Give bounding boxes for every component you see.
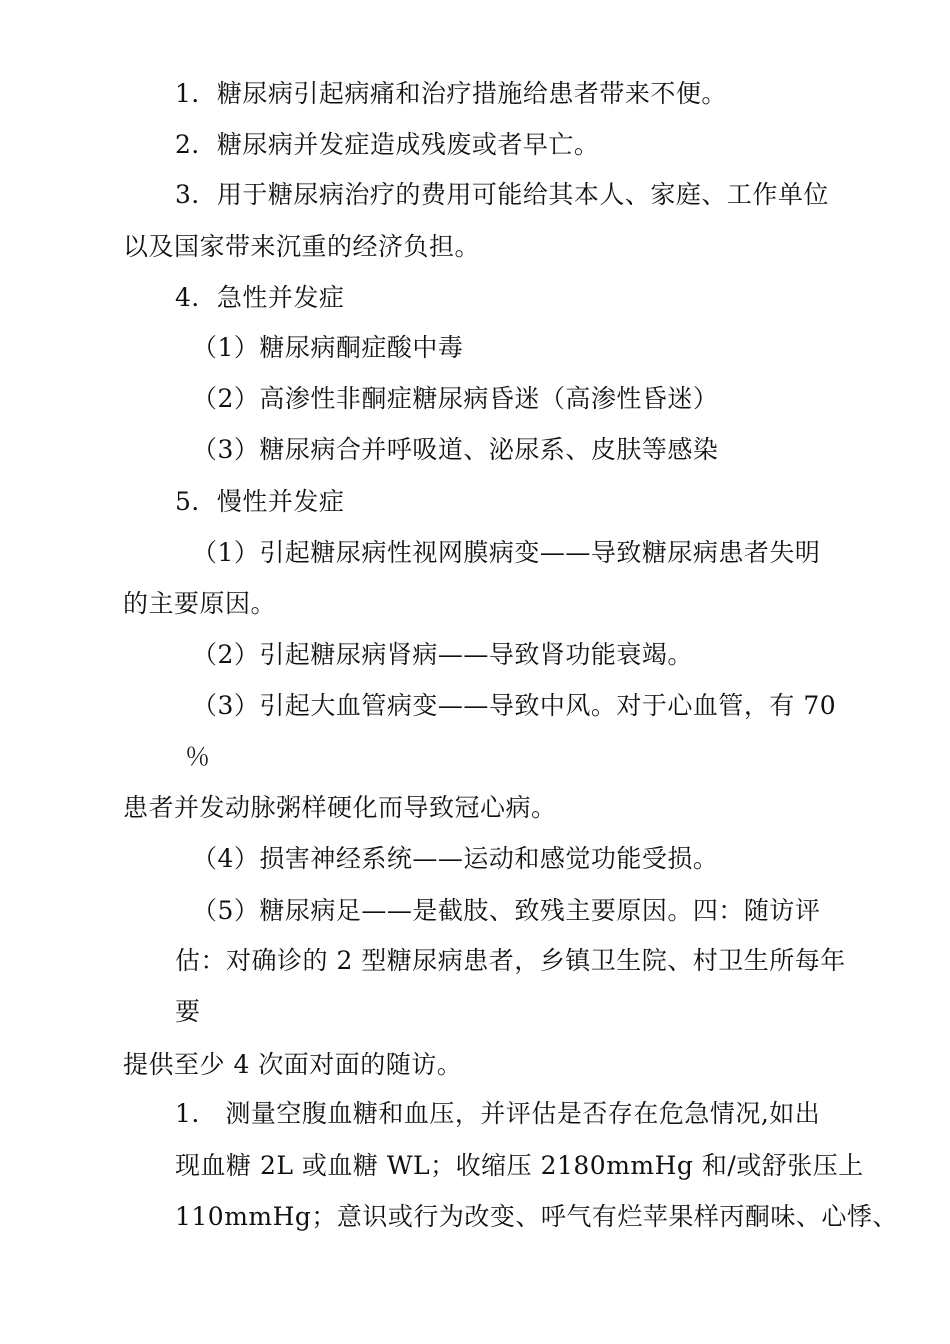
- text-line: 提供至少 4 次面对面的随访。: [123, 1050, 463, 1079]
- text-line: 要: [175, 997, 201, 1026]
- text-line: （2）高渗性非酮症糖尿病昏迷（高渗性昏迷）: [192, 384, 719, 413]
- text-line: 2．糖尿病并发症造成残废或者早亡。: [175, 130, 600, 159]
- text-line: 1．糖尿病引起病痛和治疗措施给患者带来不便。: [175, 79, 727, 108]
- text-line: ％: [185, 742, 211, 771]
- text-line: 110mmHg；意识或行为改变、呼气有烂苹果样丙酮味、心悸、: [175, 1202, 898, 1231]
- text-line: 3．用于糖尿病治疗的费用可能给其本人、家庭、工作单位: [175, 180, 829, 209]
- text-line: （5）糖尿病足——是截肢、致残主要原因。四：随访评: [192, 896, 821, 925]
- text-line: 5．慢性并发症: [175, 487, 345, 516]
- text-line: （4）损害神经系统——运动和感觉功能受损。: [192, 844, 719, 873]
- text-line: （2）引起糖尿病肾病——导致肾功能衰竭。: [192, 640, 693, 669]
- text-line: 4．急性并发症: [175, 283, 345, 312]
- text-line: 以及国家带来沉重的经济负担。: [123, 232, 481, 261]
- text-line: 患者并发动脉粥样硬化而导致冠心病。: [123, 793, 557, 822]
- text-line: （1）引起糖尿病性视网膜病变——导致糖尿病患者失明: [192, 538, 821, 567]
- text-line: 的主要原因。: [123, 589, 277, 618]
- text-line: 估：对确诊的 2 型糖尿病患者，乡镇卫生院、村卫生所每年: [175, 946, 846, 975]
- text-line: （1）糖尿病酮症酸中毒: [192, 333, 464, 362]
- text-line: （3）引起大血管病变——导致中风。对于心血管，有 70: [192, 691, 837, 720]
- text-line: （3）糖尿病合并呼吸道、泌尿系、皮肤等感染: [192, 435, 719, 464]
- text-line: 1. 测量空腹血糖和血压，并评估是否存在危急情况,如出: [175, 1099, 821, 1128]
- text-line: 现血糖 2L 或血糖 WL；收缩压 2180mmHg 和/或舒张压上: [175, 1151, 864, 1180]
